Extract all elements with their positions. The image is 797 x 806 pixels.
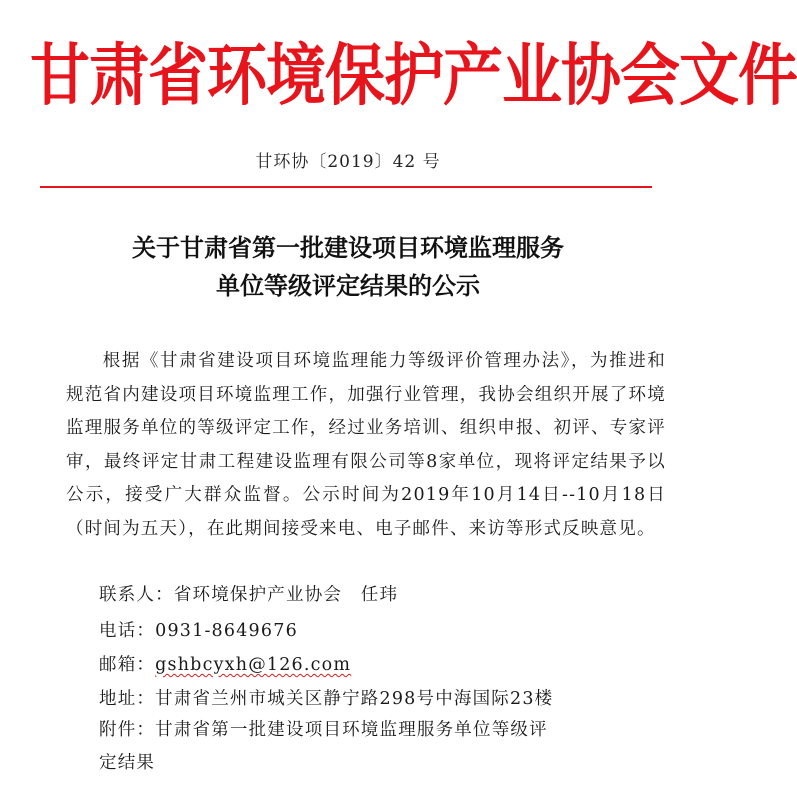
contact-person-value: 省环境保护产业协会 任玮 — [173, 585, 399, 605]
notice-body — [66, 345, 666, 546]
phone-label: 电话： — [99, 621, 156, 641]
phone-value: 0931-8649676 — [155, 621, 298, 641]
address-label: 地址： — [99, 689, 156, 709]
email-line — [99, 651, 351, 676]
attachment-label: 附件： — [99, 720, 156, 740]
body-paragraph: 根据《甘肃省建设项目环境监理能力等级评价管理办法》，为推进和规范省内建设项目环境监理工作，加强行业管理，我协会组织开展了环境监理服务单位的等级评定工作，经过业务培训、组织申报、初评、专家评审，最终评定甘肃工程建设监理有限公司等8家单位，现将评定结果予以公示，接受广大群众监督。公示时间为2019年10月14日--10月18日（时间为五天），在此期间接受来电、电子邮件、来访等形式反映意见。 — [66, 351, 666, 539]
masthead-title: 甘肃省环境保护产业协会文件 — [30, 37, 797, 116]
attachment-line-continued — [99, 749, 155, 774]
red-divider-line — [40, 186, 652, 188]
address-line — [99, 685, 553, 710]
address-value: 甘肃省兰州市城关区静宁路298号中海国际23楼 — [155, 689, 554, 709]
phone-line — [99, 617, 298, 642]
notice-title-line-2: 单位等级评定结果的公示 — [216, 271, 480, 300]
attachment-value: 甘肃省第一批建设项目环境监理服务单位等级评 — [155, 720, 548, 740]
contact-person-label: 联系人： — [99, 585, 174, 605]
document-number: 甘环协〔2019〕42 号 — [255, 152, 441, 172]
email-value[interactable]: gshbcyxh@126.com — [155, 655, 352, 675]
notice-title-line-1: 关于甘肃省第一批建设项目环境监理服务 — [132, 233, 564, 262]
contact-person-line — [99, 581, 398, 606]
email-label: 邮箱： — [99, 655, 156, 675]
attachment-value-continued: 定结果 — [99, 753, 156, 773]
attachment-line — [99, 716, 548, 741]
